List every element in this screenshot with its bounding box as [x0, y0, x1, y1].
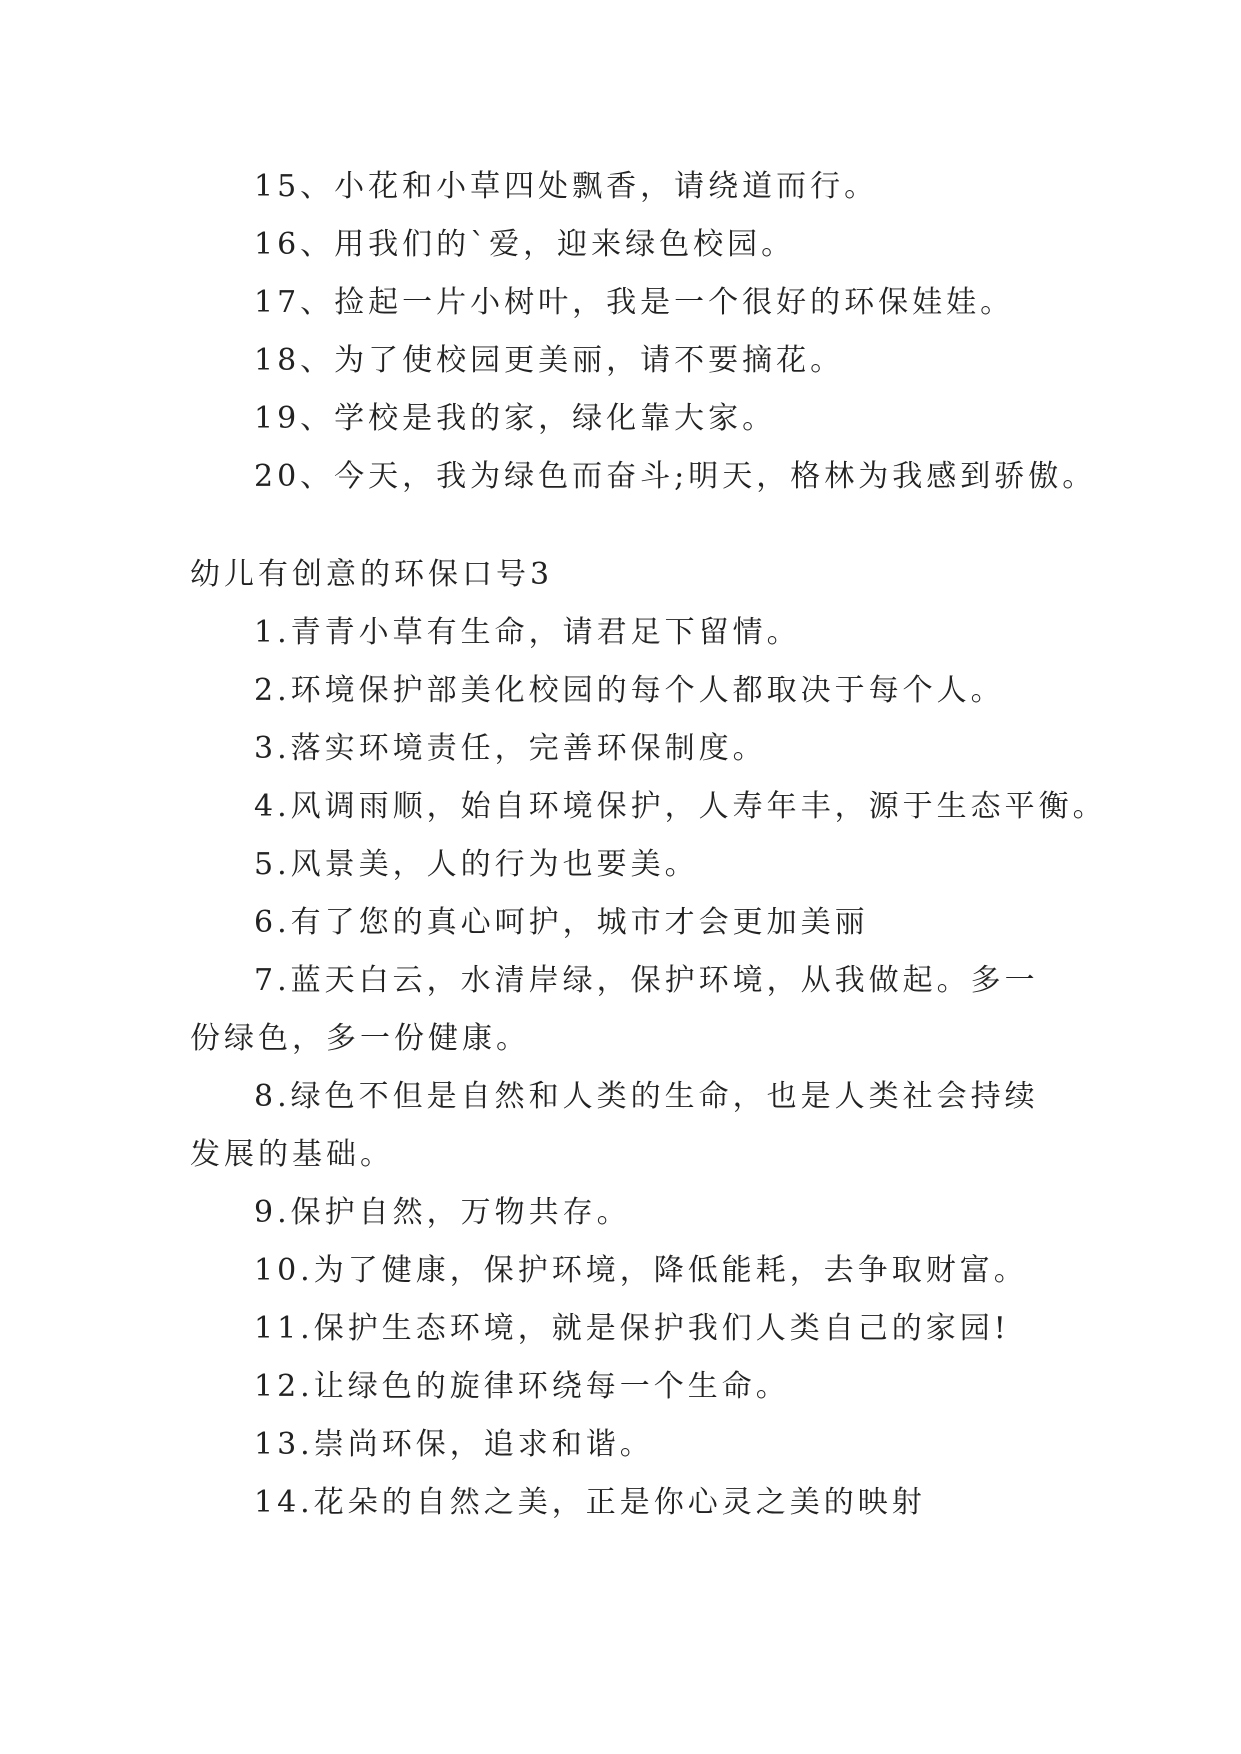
slogan-item: 15、小花和小草四处飘香，请绕道而行。: [254, 169, 879, 204]
slogan-item: 11.保护生态环境，就是保护我们人类自己的家园!: [254, 1311, 1010, 1346]
slogan-item: 7.蓝天白云，水清岸绿，保护环境，从我做起。多一份绿色，多一份健康。: [190, 963, 1039, 1056]
slogan-item: 17、捡起一片小树叶，我是一个很好的环保娃娃。: [254, 285, 1015, 320]
slogan-item: 2.环境保护部美化校园的每个人都取决于每个人。: [254, 673, 1005, 708]
slogan-item: 19、学校是我的家，绿化靠大家。: [254, 401, 777, 436]
slogan-item: 18、为了使校园更美丽，请不要摘花。: [254, 343, 845, 378]
slogan-item: 3.落实环境责任，完善环保制度。: [254, 731, 767, 766]
slogan-item: 8.绿色不但是自然和人类的生命，也是人类社会持续发展的基础。: [190, 1079, 1039, 1172]
slogan-item: 1.青青小草有生命，请君足下留情。: [254, 615, 801, 650]
slogan-item: 6.有了您的真心呵护，城市才会更加美丽: [254, 905, 869, 940]
slogan-item: 16、用我们的`爱，迎来绿色校园。: [254, 227, 796, 262]
slogan-item: 4.风调雨顺，始自环境保护，人寿年丰，源于生态平衡。: [254, 789, 1107, 824]
slogan-item: 5.风景美，人的行为也要美。: [254, 847, 699, 882]
slogan-item: 12.让绿色的旋律环绕每一个生命。: [254, 1369, 790, 1404]
slogan-item: 20、今天，我为绿色而奋斗;明天，格林为我感到骄傲。: [254, 459, 1097, 494]
slogan-item: 14.花朵的自然之美，正是你心灵之美的映射: [254, 1485, 926, 1520]
slogan-item: 10.为了健康，保护环境，降低能耗，去争取财富。: [254, 1253, 1028, 1288]
document-body: [190, 158, 1107, 1532]
slogan-item: 13.崇尚环保，追求和谐。: [254, 1427, 654, 1462]
slogan-item: 9.保护自然，万物共存。: [254, 1195, 631, 1230]
section-title: 幼儿有创意的环保口号3: [190, 557, 554, 592]
